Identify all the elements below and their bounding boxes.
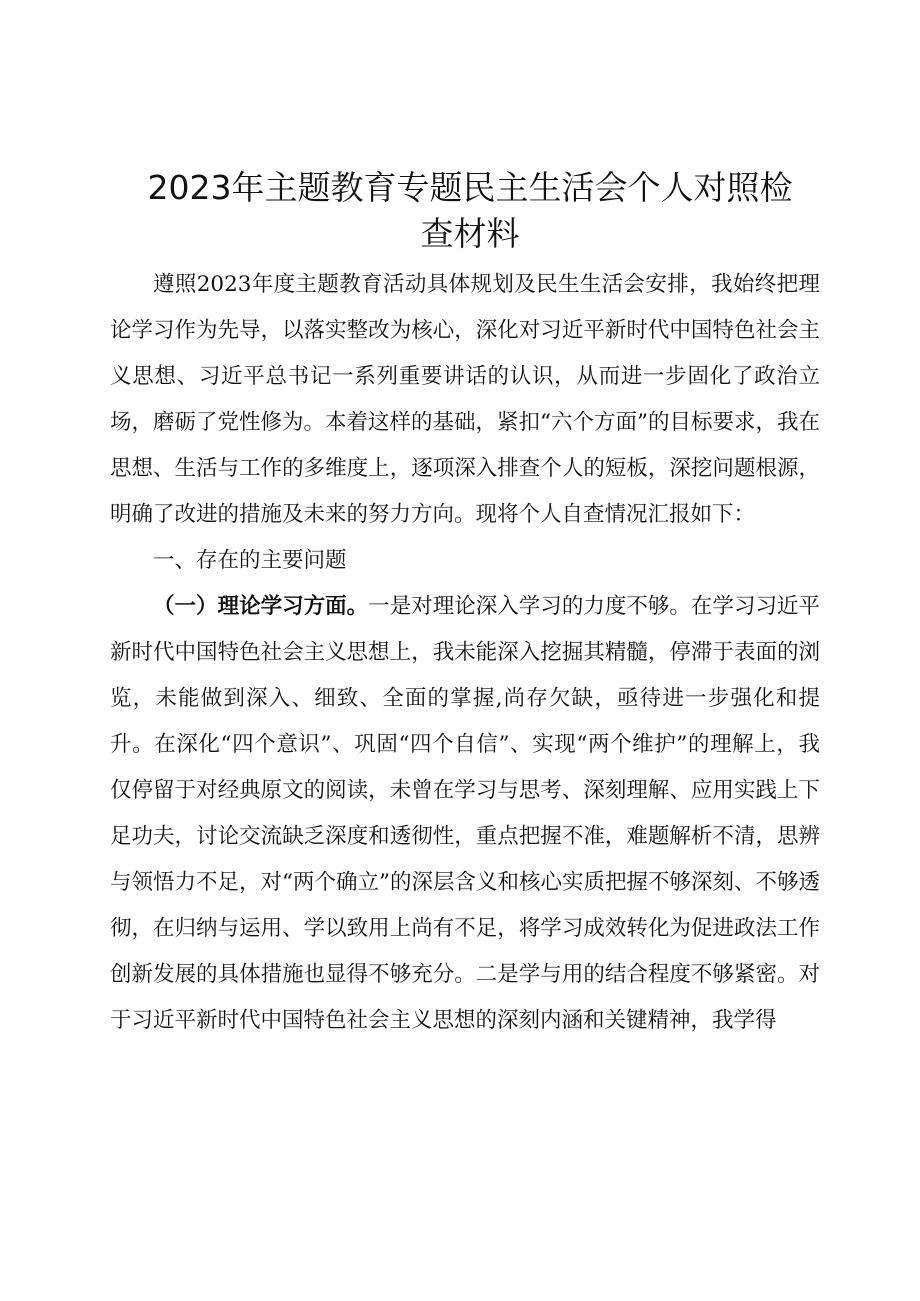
document-title bbox=[105, 165, 835, 257]
document-body bbox=[110, 262, 820, 1044]
section-heading: 一、存在的主要问题 bbox=[153, 548, 347, 573]
sub-heading: （一）理论学习方面。 bbox=[153, 594, 369, 619]
intro-paragraph: 遵照2023年度主题教育活动具体规划及民生生活会安排，我始终把理论学习作为先导，以落实整改为核心，深化对习近平新时代中国特色社会主义思想、习近平总书记一系列重要讲话的认识，从而进一步固化了政治立场，磨砺了党性修为。本着这样的基础，紧扣“六个方面”的目标要求，我在思想、生活与工作的多维度上，逐项深入排查个人的短板，深挖问题根源，明确了改进的措施及未来的努力方向。现将个人自查情况汇报如下： bbox=[110, 272, 820, 527]
title-line-2: 查材料 bbox=[420, 214, 520, 253]
title-line-1: 2023年主题教育专题民主生活会个人对照检 bbox=[147, 168, 793, 207]
sub-paragraph bbox=[110, 584, 820, 1044]
sub-paragraph-text: 一是对理论深入学习的力度不够。在学习习近平新时代中国特色社会主义思想上，我未能深入挖掘其精髓，停滞于表面的浏览，未能做到深入、细致、全面的掌握,尚存欠缺，亟待进一步强化和提升。在深化“四个意识”、巩固“四个自信”、实现“两个维护”的理解上，我仅停留于对经典原文的阅读，未曾在学习与思考、深刻理解、应用实践上下足功夫，讨论交流缺乏深度和透彻性，重点把握不准，难题解析不清，思辨与领悟力不足，对“两个确立”的深层含义和核心实质把握不够深刻、不够透彻，在归纳与运用、学以致用上尚有不足，将学习成效转化为促进政法工作创新发展的具体措施也显得不够充分。二是学与用的结合程度不够紧密。对于习近平新时代中国特色社会主义思想的深刻内涵和关键精神，我学得 bbox=[110, 594, 820, 1033]
